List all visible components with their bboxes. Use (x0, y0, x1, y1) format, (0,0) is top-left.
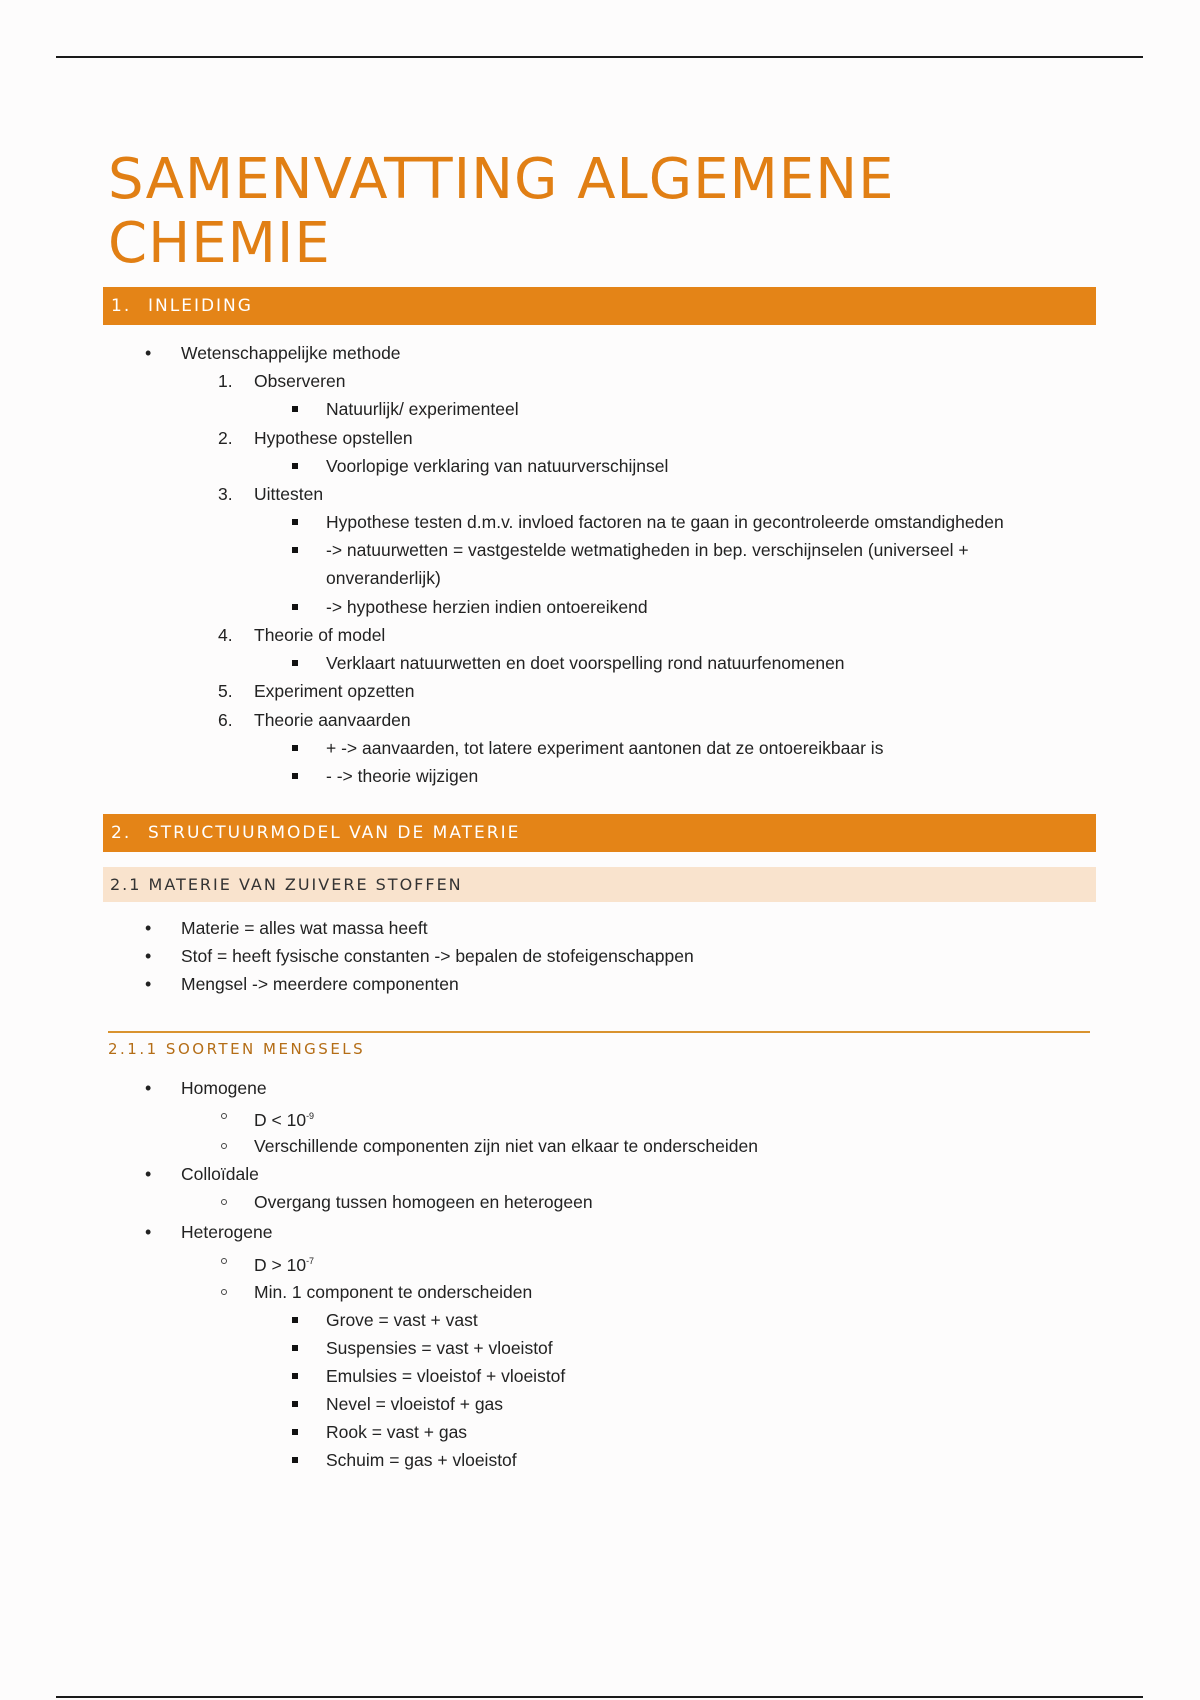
subsection-rule (108, 1031, 1090, 1033)
square-bullet-icon (292, 1429, 298, 1435)
bullet-icon: • (145, 1164, 152, 1184)
square-bullet-icon (292, 773, 298, 779)
square-bullet-icon (292, 547, 298, 553)
document-title (108, 148, 1108, 276)
section-title: STRUCTUURMODEL VAN DE MATERIE (148, 823, 521, 843)
square-bullet-icon (292, 1457, 298, 1463)
square-bullet-icon (292, 745, 298, 751)
square-bullet-icon (292, 463, 298, 469)
square-bullet-icon (292, 1317, 298, 1323)
page-top-rule (56, 56, 1143, 58)
square-bullet-icon (292, 406, 298, 412)
circle-bullet-icon (221, 1113, 227, 1119)
square-bullet-icon (292, 660, 298, 666)
bullet-icon: • (145, 918, 152, 938)
circle-bullet-icon (221, 1258, 227, 1264)
section-2-heading (103, 814, 1096, 852)
square-bullet-icon (292, 1401, 298, 1407)
section-1-heading (103, 287, 1096, 325)
square-bullet-icon (292, 1373, 298, 1379)
bullet-icon: • (145, 343, 152, 363)
page-bottom-rule (56, 1696, 1143, 1698)
square-bullet-icon (292, 1345, 298, 1351)
title-line-2: CHEMIE (108, 211, 331, 276)
title-line-1: SAMENVATTING ALGEMENE (108, 147, 895, 212)
bullet-icon: • (145, 946, 152, 966)
square-bullet-icon (292, 519, 298, 525)
circle-bullet-icon (221, 1143, 227, 1149)
circle-bullet-icon (221, 1289, 227, 1295)
section-number: 2. (111, 823, 132, 843)
bullet-icon: • (145, 974, 152, 994)
bullet-icon: • (145, 1222, 152, 1242)
bullet-icon: • (145, 1078, 152, 1098)
square-bullet-icon (292, 604, 298, 610)
section-title: INLEIDING (148, 296, 253, 316)
circle-bullet-icon (221, 1199, 227, 1205)
subsection-2-1-1-heading: 2.1.1 SOORTEN MENGSELS (108, 1040, 366, 1058)
subsection-2-1-heading: 2.1 MATERIE VAN ZUIVERE STOFFEN (103, 867, 1096, 902)
section-number: 1. (111, 296, 132, 316)
